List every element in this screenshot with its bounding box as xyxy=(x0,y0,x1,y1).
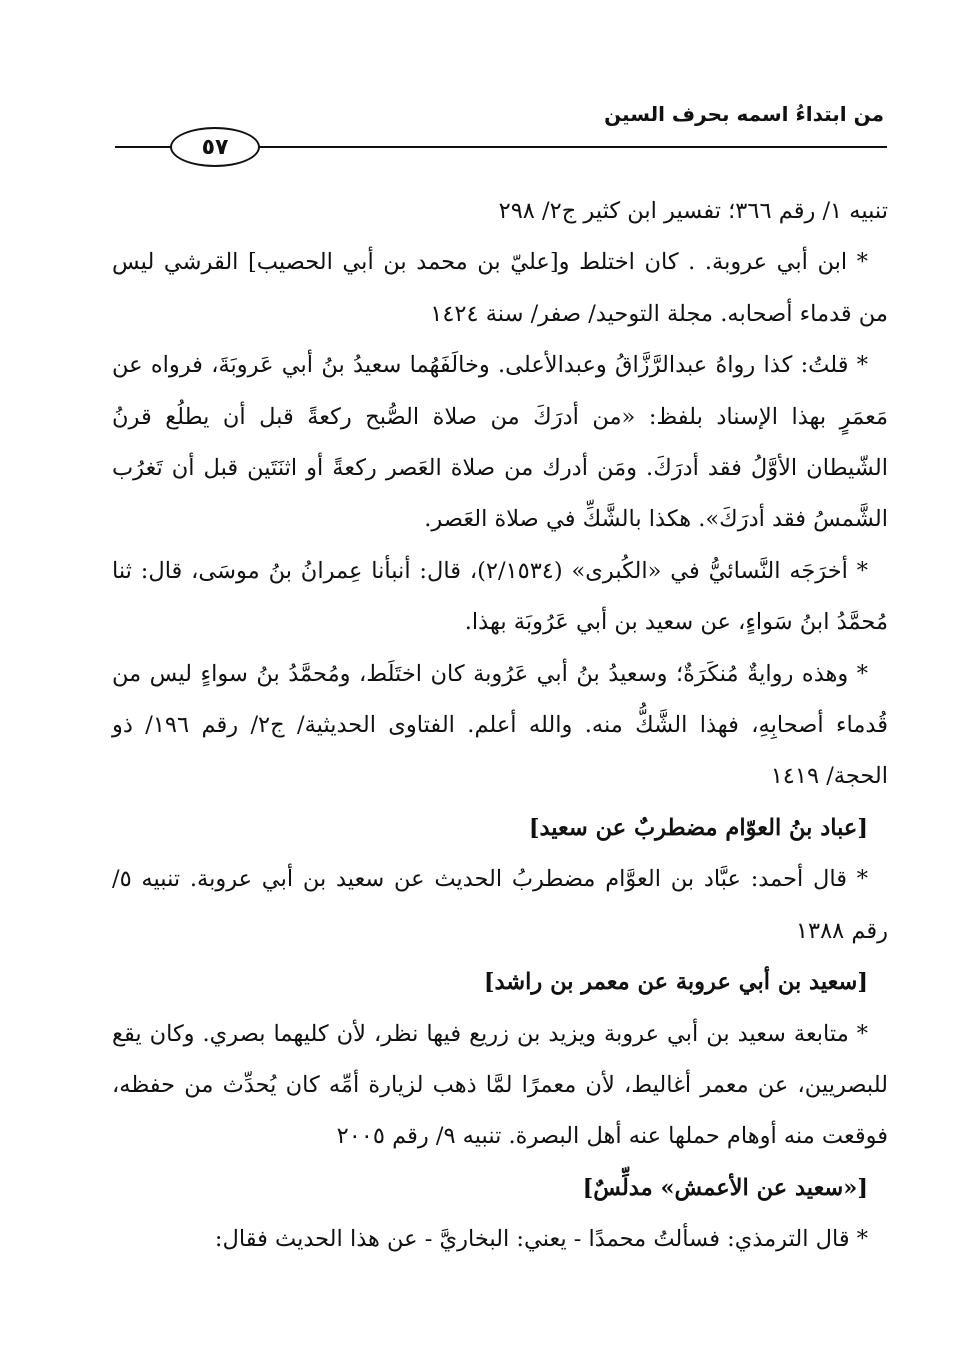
line-3: * قلتُ: كذا رواهُ عبدالرَّزَّاقُ وعبدالأعلى. وخالَفَهُما سعيدُ بنُ أبي عَروبَةَ، فرواه عن مَعمَرٍ بهذا الإسناد بلفظ: «من أدرَكَ من صلاة الصُّبح ركعةً قبل أن يطلُع قرنُ الشّيطان الأوَّلُ فقد أدرَكَ. ومَن أدرك من صلاة العَصر ركعةً أو اثنَتَين قبل أن تَغرُب الشَّمسُ فقد أدرَكَ». هكذا بالشَّكِّ في صلاة العَصر. xyxy=(112,352,888,533)
page-header xyxy=(0,0,979,170)
page-number: ٥٧ xyxy=(170,127,260,167)
section-heading-1: [عباد بنُ العوّام مضطربٌ عن سعيد] xyxy=(528,814,868,841)
running-title: من ابتداءُ اسمه بحرف السين xyxy=(604,102,884,126)
line-1: تنبيه ١/ رقم ٣٦٦؛ تفسير ابن كثير ج٢/ ٢٩٨ xyxy=(498,198,888,224)
line-2: * ابن أبي عروبة. . كان اختلط و[عليّ بن محمد بن أبي الحصيب] القرشي ليس من قدماء أصحابه. مجلة التوحيد/ صفر/ سنة ١٤٢٤ xyxy=(112,249,888,327)
line-6: * قال أحمد: عبَّاد بن العوَّام مضطربُ الحديث عن سعيد بن أبي عروبة. تنبيه ٥/ رقم ١٣٨٨ xyxy=(112,866,888,944)
line-7: * متابعة سعيد بن أبي عروبة ويزيد بن زريع فيها نظر، لأن كليهما بصري. وكان يقع للبصريين، عن معمر أغاليط، لأن معمرًا لمَّا ذهب لزيارة أمِّه كان يُحدِّث من حفظه، فوقعت منه أوهام حملها عنه أهل البصرة. تنبيه ٩/ رقم ٢٠٠٥ xyxy=(112,1020,888,1150)
line-5: * وهذه روايةٌ مُنكَرَةٌ؛ وسعيدُ بنُ أبي عَرُوبة كان اختَلَط، ومُحمَّدُ بنُ سواءٍ ليس من قُدماء أصحابِهِ، فهذا الشَّكُّ منه. والله أعلم. الفتاوى الحديثية/ ج٢/ رقم ١٩٦/ ذو الحجة/ ١٤١٩ xyxy=(112,660,888,790)
line-8: * قال الترمذي: فسألتُ محمدًا - يعني: البخاريَّ - عن هذا الحديث فقال: xyxy=(214,1226,868,1253)
page-body xyxy=(112,186,888,1266)
section-heading-3: [«سعيد عن الأعمش» مدلِّسٌ] xyxy=(582,1174,868,1201)
section-heading-2: [سعيد بن أبي عروبة عن معمر بن راشد] xyxy=(483,969,868,996)
line-4: * أخرَجَه النَّسائيُّ في «الكُبرى» (٢/١٥٣٤)، قال: أنبأنا عِمرانُ بنُ موسَى، قال: ثنا مُحمَّدُ ابنُ سَواءٍ، عن سعيد بن أبي عَرُوبَة بهذا. xyxy=(112,557,888,636)
